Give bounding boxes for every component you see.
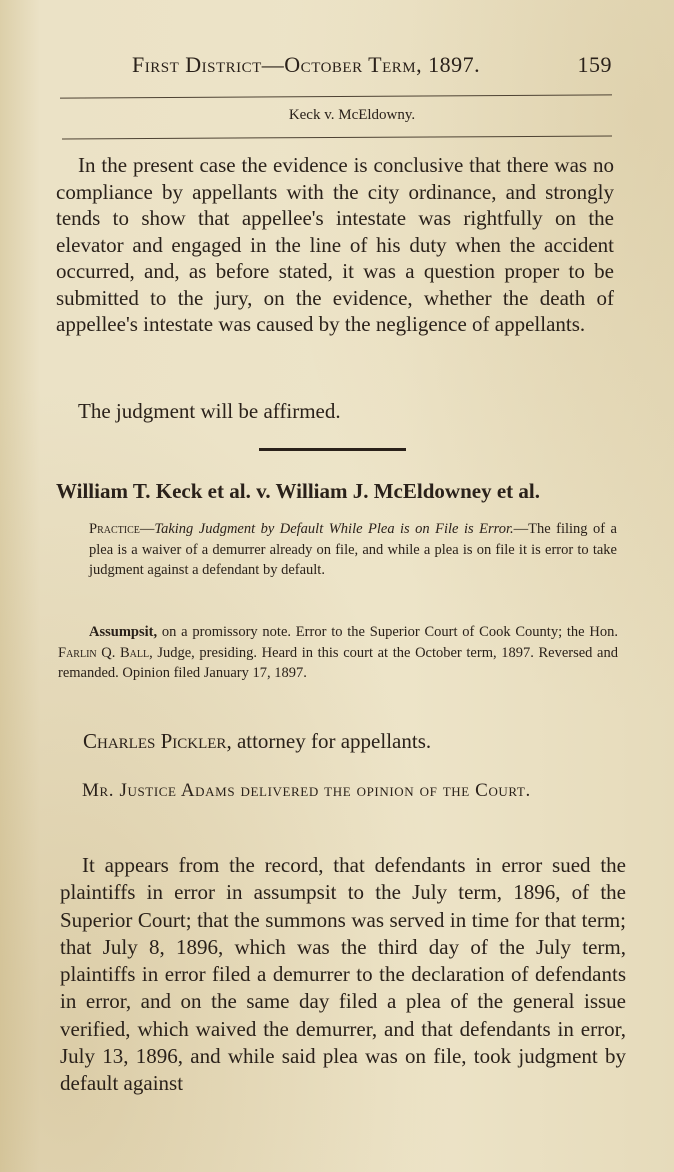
- header-rule: [60, 94, 612, 98]
- running-head: [132, 52, 612, 78]
- case-short-title: Keck v. McEldowny.: [288, 107, 416, 123]
- headnote-text: —The filing of a plea is a waiver of a demurrer already on file, and while a plea is on file it is error to take judgment against a defendant by default.: [89, 521, 617, 578]
- case-title: William T. Keck et al. v. William J. McEldowney et al.: [56, 479, 540, 503]
- procedural-text-2: , Judge, presiding. Heard in this court at the October term, 1897. Reversed and remanded. Opinion filed January 17, 1897.: [58, 644, 618, 681]
- opinion-paragraph: It appears from the record, that defendants in error sued the plaintiffs in error in assumpsit to the July term, 1896, of the Superior Court; that the summons was served in time for that term; that July 8, 1896, which was the third day of the July term, plaintiffs in error filed a demurrer to the declaration of defendants in error, and on the same day filed a plea of the general issue verified, which waived the demurrer, and that defendants in error, July 13, 1896, and while said plea was on file, took judgment by default against: [60, 853, 626, 1096]
- headnote: Practice—Taking Judgment by Default While Plea is on File is Error.—The filing of a plea is a waiver of a demurrer already on file, and while a plea is on file it is error to take judgment against a defendant by default.: [89, 521, 617, 578]
- attorney-name: Charles Pickler: [83, 729, 227, 753]
- running-title-rule: [62, 136, 612, 140]
- headnote-label: Practice: [89, 521, 140, 537]
- attorney-role: , attorney for appellants.: [226, 729, 432, 753]
- previous-opinion-paragraph: In the present case the evidence is conclusive that there was no compliance by appellants with the city ordinance, and strongly tends to show that appellee's intestate was rightfully on the elevator and engaged in the line of his duty when the accident occurred, and, as before stated, it was a question proper to be submitted to the jury, on the evidence, whether the death of appellee's intestate was caused by the negligence of appellants.: [56, 153, 614, 336]
- attorney-line: [83, 729, 617, 754]
- action-type: Assumpsit,: [89, 624, 158, 640]
- headnote-topic: Taking Judgment by Default While Plea is on File is Error.: [154, 521, 514, 537]
- judgment-line: The judgment will be affirmed.: [78, 399, 341, 423]
- running-head-text: First District—October Term, 1897.: [132, 52, 481, 77]
- procedural-history: [58, 622, 618, 684]
- procedural-text-1: on a promissory note. Error to the Superior Court of Cook County; the Hon.: [157, 624, 618, 640]
- judge-name: Farlin Q. Ball: [58, 644, 150, 661]
- page-number: 159: [577, 52, 612, 77]
- opinion-delivered-line: Mr. Justice Adams delivered the opinion of the Court.: [82, 780, 531, 801]
- section-divider: [259, 448, 406, 451]
